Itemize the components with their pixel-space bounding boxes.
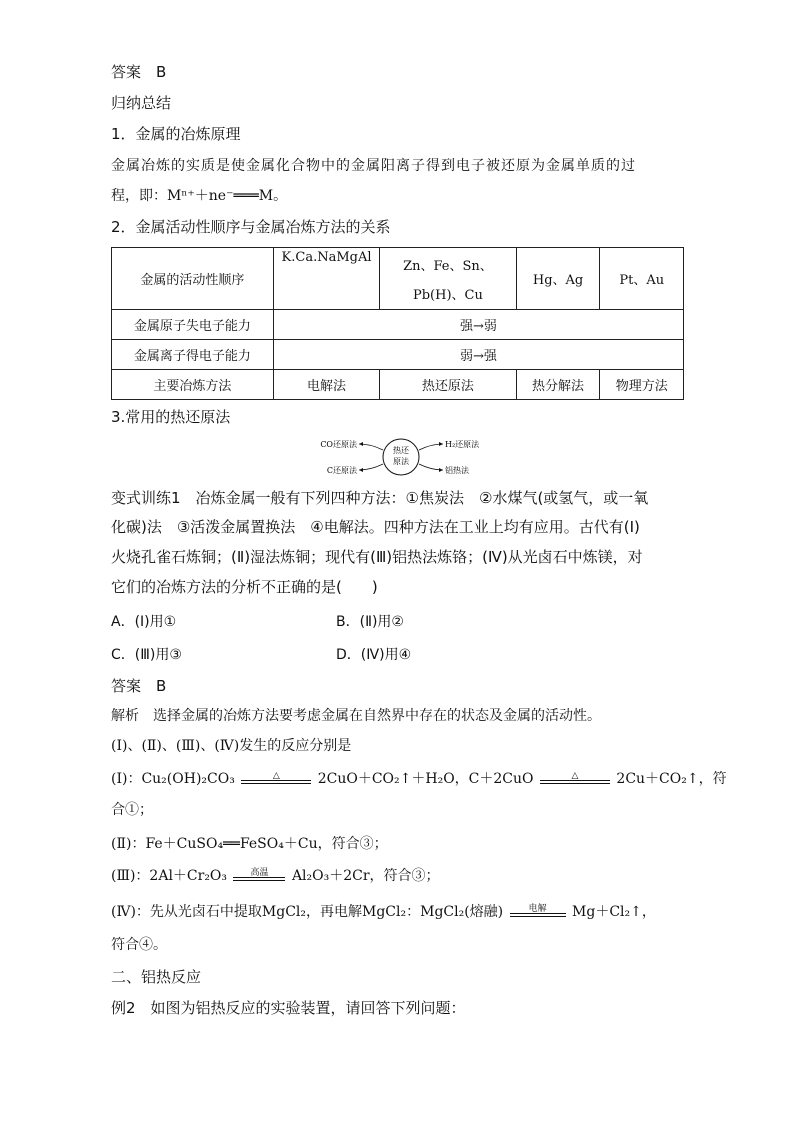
heading-1: 1．金属的冶炼原理 bbox=[111, 125, 241, 143]
heat-arrow bbox=[540, 772, 610, 786]
condition: △ bbox=[272, 771, 280, 781]
diagram-center-2: 原法 bbox=[393, 457, 409, 466]
exercise-line-1: 变式训练1 冶炼金属一般有下列四种方法：①焦炭法 ②水煤气(或氢气，或一氧 bbox=[111, 489, 649, 507]
table-cell: 金属原子失电子能力 bbox=[112, 310, 274, 340]
diagram-left-top: CO还原法 bbox=[320, 440, 357, 449]
heat-arrow bbox=[241, 772, 311, 786]
thermal-reduction-diagram bbox=[301, 432, 501, 482]
reaction-3 bbox=[111, 866, 440, 886]
table-cell: K.Ca.NaMgAl bbox=[273, 248, 379, 310]
table-cell: 物理方法 bbox=[600, 370, 684, 400]
example-2: 例2 如图为铝热反应的实验装置，请回答下列问题： bbox=[111, 999, 466, 1017]
diagram-left-bottom: C还原法 bbox=[326, 466, 357, 475]
section-heading: 二、铝热反应 bbox=[111, 968, 202, 986]
reaction-4-tail: 符合④。 bbox=[111, 937, 167, 953]
summary-heading: 归纳总结 bbox=[111, 94, 172, 112]
reaction-3-left: (Ⅲ)：2Al＋Cr₂O₃ bbox=[111, 868, 228, 884]
table-cell: 电解法 bbox=[273, 370, 379, 400]
table-cell: 金属的活动性顺序 bbox=[112, 248, 274, 310]
reaction-1-mid: 2CuO＋CO₂↑＋H₂O，C＋2CuO bbox=[317, 771, 534, 787]
electrolysis-arrow bbox=[510, 905, 566, 919]
activity-table bbox=[111, 247, 684, 400]
reaction-4 bbox=[111, 902, 656, 922]
reaction-2: (Ⅱ)：Fe＋CuSO₄══FeSO₄＋Cu，符合③； bbox=[111, 836, 388, 852]
reaction-1-tail: 合①； bbox=[111, 802, 153, 818]
table-cell-line: Zn、Fe、Sn、 bbox=[403, 258, 493, 274]
heading-3: 3.常用的热还原法 bbox=[111, 408, 231, 426]
answer-line: 答案 B bbox=[111, 63, 167, 81]
solution-intro: (Ⅰ)、(Ⅱ)、(Ⅲ)、(Ⅳ)发生的反应分别是 bbox=[111, 738, 352, 754]
exercise-line-2: 化碳)法 ③活泼金属置换法 ④电解法。四种方法在工业上均有应用。古代有(Ⅰ) bbox=[111, 518, 640, 536]
table-cell: 主要冶炼方法 bbox=[112, 370, 274, 400]
table-cell: 金属离子得电子能力 bbox=[112, 340, 274, 370]
reaction-1-left: (Ⅰ)：Cu₂(OH)₂CO₃ bbox=[111, 771, 235, 787]
reaction-3-right: Al₂O₃＋2Cr，符合③； bbox=[291, 868, 440, 884]
option-a: A．(Ⅰ)用① bbox=[111, 614, 177, 630]
table-cell: Hg、Ag bbox=[516, 248, 600, 310]
solution-answer: 答案 B bbox=[111, 677, 167, 695]
table-cell: 热还原法 bbox=[380, 370, 516, 400]
reaction-4-right: Mg＋Cl₂↑， bbox=[572, 904, 656, 920]
table-cell: 强→弱 bbox=[273, 310, 683, 340]
option-b: B．(Ⅱ)用② bbox=[336, 614, 404, 630]
option-d: D．(Ⅳ)用④ bbox=[336, 647, 412, 663]
exercise-line-4: 它们的冶炼方法的分析不正确的是( ) bbox=[111, 578, 378, 596]
condition: △ bbox=[571, 771, 579, 781]
paragraph-1a: 金属冶炼的实质是使金属化合物中的金属阳离子得到电子被还原为金属单质的过 bbox=[111, 158, 636, 174]
diagram-right-bottom: 铝热法 bbox=[445, 466, 469, 475]
solution-analysis: 解析 选择金属的冶炼方法要考虑金属在自然界中存在的状态及金属的活动性。 bbox=[111, 708, 601, 724]
diagram-right-top: H₂还原法 bbox=[445, 440, 480, 449]
exercise-line-3: 火烧孔雀石炼铜；(Ⅱ)湿法炼铜；现代有(Ⅲ)铝热法炼铬；(Ⅳ)从光卤石中炼镁，对 bbox=[111, 548, 643, 566]
reaction-1-right: 2Cu＋CO₂↑，符 bbox=[616, 771, 727, 787]
table-cell-line: Pb(H)、Cu bbox=[412, 287, 483, 303]
reaction-4-left: (Ⅳ)：先从光卤石中提取MgCl₂，再电解MgCl₂：MgCl₂(熔融) bbox=[111, 904, 504, 920]
table-cell bbox=[380, 248, 516, 310]
reaction-1 bbox=[111, 769, 727, 789]
condition: 电解 bbox=[528, 904, 547, 914]
diagram-center-1: 热还 bbox=[393, 446, 409, 455]
option-c: C．(Ⅲ)用③ bbox=[111, 647, 182, 663]
table-cell: 弱→强 bbox=[273, 340, 683, 370]
heading-2: 2．金属活动性顺序与金属冶炼方法的关系 bbox=[111, 218, 391, 236]
table-cell: Pt、Au bbox=[600, 248, 684, 310]
paragraph-1b: 程，即：Mⁿ⁺＋ne⁻═══M。 bbox=[111, 188, 288, 204]
table-cell: 热分解法 bbox=[516, 370, 600, 400]
high-temp-arrow bbox=[233, 869, 285, 883]
condition: 高温 bbox=[250, 868, 269, 878]
